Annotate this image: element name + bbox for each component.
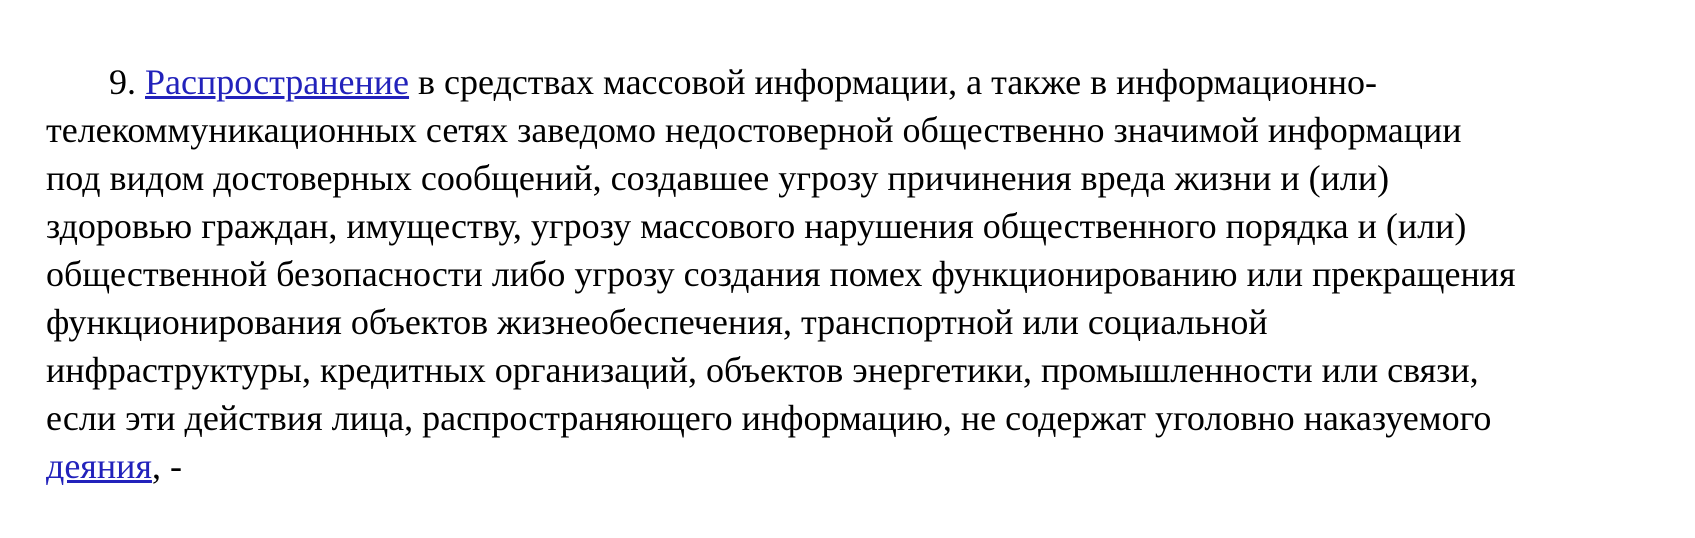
text-segment: в средствах массовой информации, а также в информационно- <box>409 62 1378 102</box>
text-segment: телекоммуникационных сетях заведомо недостоверной общественно значимой информации <box>46 110 1462 150</box>
text-segment: общественной безопасности либо угрозу создания помех функционированию или прекращения <box>46 254 1516 294</box>
link-deyaniya[interactable]: деяния <box>46 446 152 486</box>
text-segment: функционирования объектов жизнеобеспечения, транспортной или социальной <box>46 302 1268 342</box>
paragraph-line <box>10 10 1695 102</box>
text-segment: если эти действия лица, распространяющего информацию, не содержат уголовно наказуемого <box>46 398 1492 438</box>
text-segment: здоровью граждан, имуществу, угрозу массового нарушения общественного порядка и (или) <box>46 206 1467 246</box>
link-rasprostranenie[interactable]: Распространение <box>145 62 410 102</box>
text-segment: , - <box>151 446 182 486</box>
text-segment: инфраструктуры, кредитных организаций, объектов энергетики, промышленности или связи, <box>46 350 1479 390</box>
clause-number: 9. <box>109 62 145 102</box>
text-segment: под видом достоверных сообщений, создавшее угрозу причинения вреда жизни и (или) <box>46 158 1390 198</box>
